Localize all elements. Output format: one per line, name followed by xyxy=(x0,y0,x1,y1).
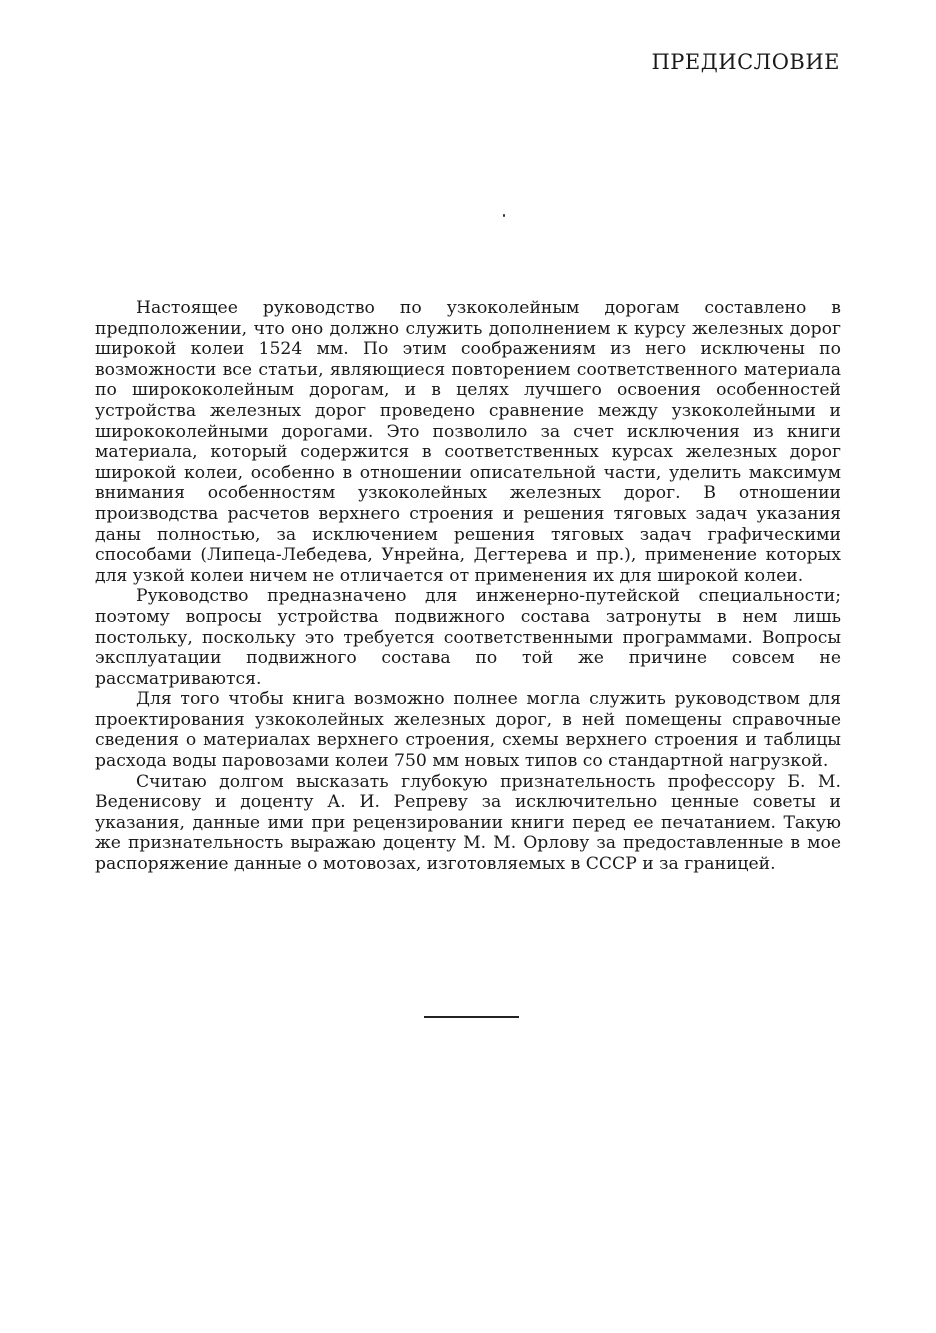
print-speck xyxy=(503,214,505,217)
paragraph-2: Руководство предназначено для инженерно-путейской специальности; поэтому вопросы устройства подвижного состава затронуты в нем лишь постольку, поскольку это требуется соответственными программами. Вопросы эксплуатации подвижного состава по той же причине совсем не рассматриваются. xyxy=(95,586,841,689)
page-title: ПРЕДИСЛОВИЕ xyxy=(651,50,840,74)
paragraph-4: Считаю долгом высказать глубокую признательность профессору Б. М. Веденисову и доценту А. И. Репреву за исключительно ценные советы и указания, данные ими при рецензировании книги перед ее печатанием. Такую же признательность выражаю доценту М. М. Орлову за предоставленные в мое распоряжение данные о мотовозах, изготовляемых в СССР и за границей. xyxy=(95,771,841,875)
preface-body xyxy=(95,298,841,875)
end-divider xyxy=(424,1016,519,1018)
paragraph-3: Для того чтобы книга возможно полнее могла служить руководством для проектирования узкоколейных железных дорог, в ней помещены справочные сведения о материалах верхнего строения, схемы верхнего строения и таблицы расхода воды паровозами колеи 750 мм новых типов со стандартной нагрузкой. xyxy=(95,689,841,772)
paragraph-1: Настоящее руководство по узкоколейным дорогам составлено в предположении, что оно должно служить дополнением к курсу железных дорог широкой колеи 1524 мм. По этим соображениям из него исключены по возможности все статьи, являющиеся повторением соответственного материала по ширококолейным дорогам, и в целях лучшего освоения особенностей устройства железных дорог проведено сравнение между узкоколейными и ширококолейными дорогами. Это позволило за счет исключения из книги материала, который содержится в соответственных курсах железных дорог широкой колеи, особенно в отношении описательной части, уделить максимум внимания особенностям узкоколейных железных дорог. В отношении производства расчетов верхнего строения и решения тяговых задач указания даны полностью, за исключением решения тяговых задач графическими способами (Липеца-Лебедева, Унрейна, Дегтерева и пр.), применение которых для узкой колеи ничем не отличается от применения их для широкой колеи. xyxy=(95,298,841,586)
